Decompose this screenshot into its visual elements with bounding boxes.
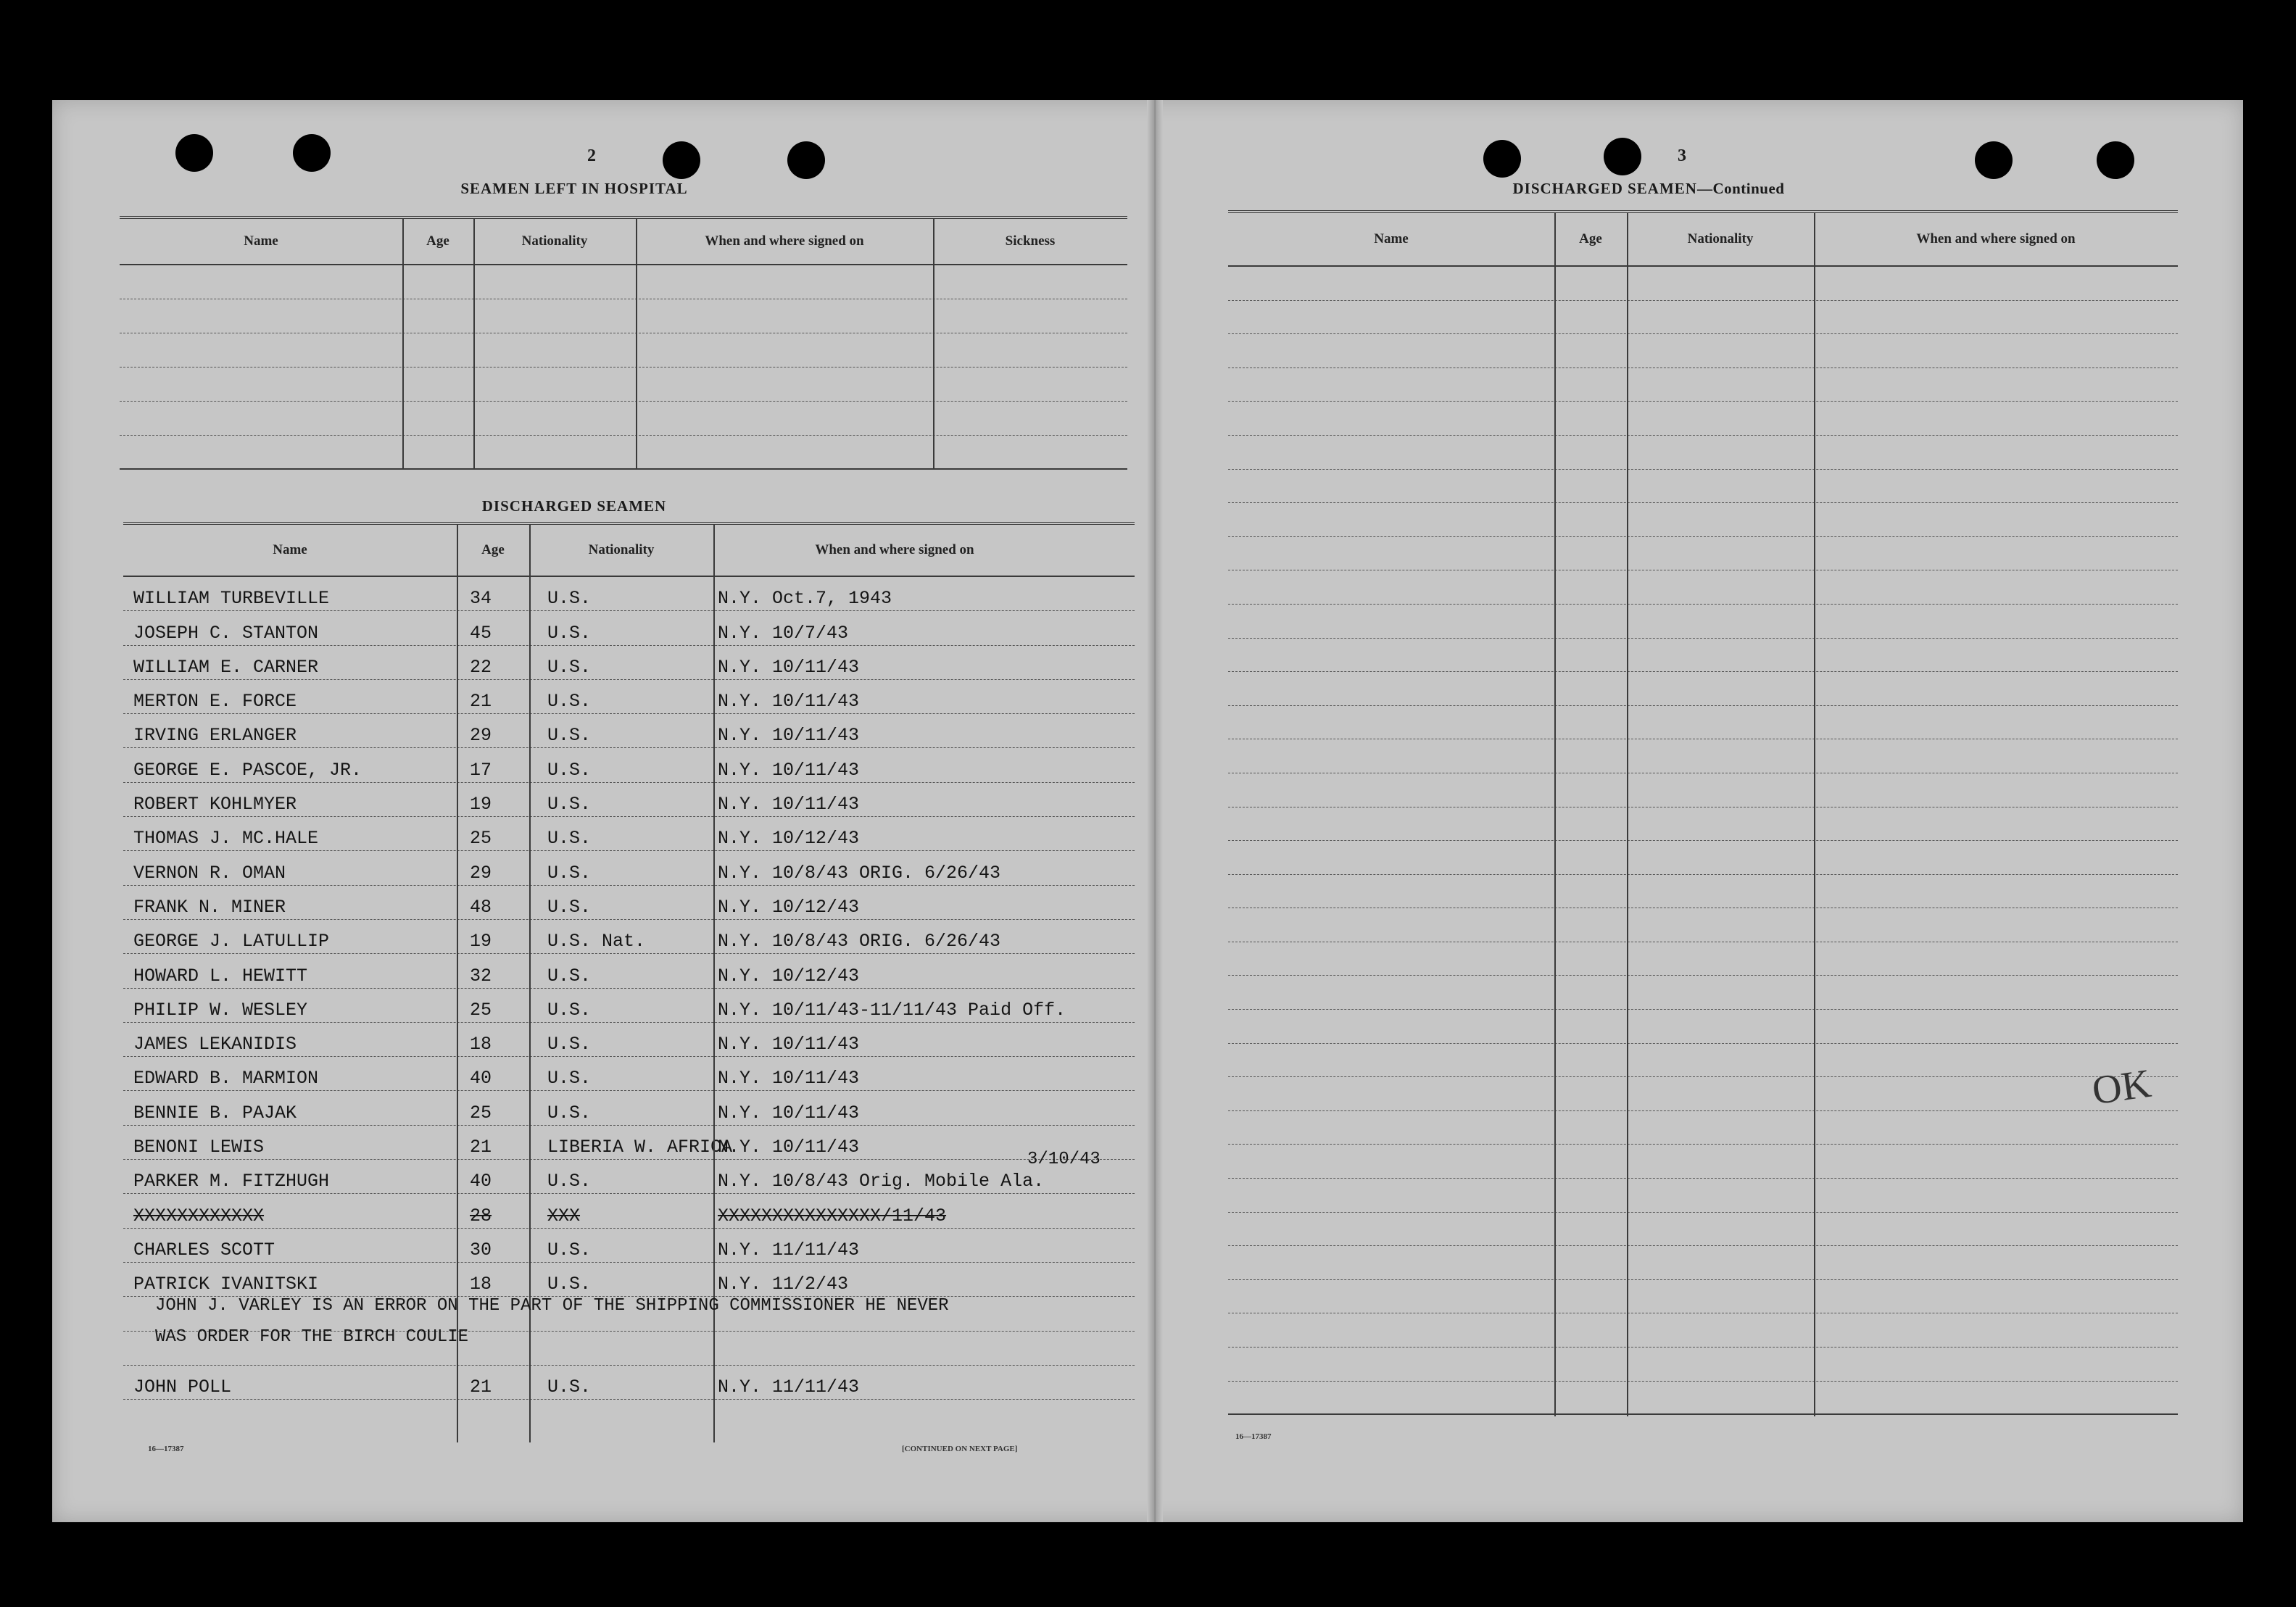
seaman-age: 25	[470, 999, 492, 1021]
table-row	[1228, 1179, 2178, 1213]
title-main: DISCHARGED SEAMEN	[1512, 180, 1697, 197]
table-row	[123, 989, 1135, 1023]
col-name: Name	[244, 233, 278, 249]
table-row	[1228, 875, 2178, 909]
fitzhugh-date-annotation: 3/10/43	[1027, 1150, 1101, 1169]
table-row	[1228, 1382, 2178, 1416]
seaman-nationality: U.S. Nat.	[547, 931, 646, 952]
seaman-signed-on: N.Y. 10/11/43	[718, 1137, 860, 1158]
seaman-name: WILLIAM TURBEVILLE	[133, 588, 330, 610]
margin-initials: OK	[2089, 1060, 2154, 1114]
table-row	[120, 333, 1127, 368]
table-row	[123, 611, 1135, 645]
seaman-signed-on: N.Y. 10/11/43-11/11/43 Paid Off.	[718, 999, 1066, 1021]
discharged-table	[123, 522, 1135, 1400]
seaman-age: 45	[470, 622, 492, 644]
col-signed-on: When and where signed on	[815, 542, 974, 557]
seaman-age: 25	[470, 828, 492, 850]
seaman-signed-on: N.Y. 11/2/43	[718, 1274, 849, 1295]
column-divider	[1554, 213, 1556, 1416]
table-row	[123, 954, 1135, 988]
table-row	[123, 1229, 1135, 1263]
seaman-nationality: U.S.	[547, 588, 592, 610]
table-row	[123, 817, 1135, 851]
seaman-signed-on: N.Y. 10/8/43 Orig. Mobile Ala.	[718, 1171, 1045, 1192]
table-row	[1228, 807, 2178, 842]
seaman-signed-on: N.Y. 10/12/43	[718, 828, 860, 850]
column-divider	[1814, 213, 1815, 1416]
seaman-name: CHARLES SCOTT	[133, 1239, 275, 1261]
seaman-name: MERTON E. FORCE	[133, 691, 297, 713]
discharged-section-title: DISCHARGED SEAMEN	[481, 497, 667, 515]
continued-rows	[1228, 267, 2178, 1415]
seaman-nationality: U.S.	[547, 999, 592, 1021]
seaman-name: FRANK N. MINER	[133, 896, 286, 918]
seaman-age: 32	[470, 965, 492, 987]
table-row	[123, 714, 1135, 748]
col-signed-on: When and where signed on	[705, 233, 864, 249]
seaman-age: 48	[470, 896, 492, 918]
varley-note-line: JOHN J. VARLEY IS AN ERROR ON THE PART OF THE SHIPPING COMMISSIONER HE NEVER	[155, 1296, 949, 1316]
seaman-nationality: U.S.	[547, 1102, 592, 1124]
table-row	[1228, 639, 2178, 673]
seaman-signed-on: N.Y. 10/11/43	[718, 794, 860, 815]
table-row	[1228, 976, 2178, 1010]
seaman-age: 21	[470, 1376, 492, 1398]
seaman-nationality: U.S.	[547, 862, 592, 884]
seaman-name: XXXXXXXXXXXX	[133, 1205, 265, 1226]
table-row	[123, 1194, 1135, 1228]
seaman-nationality: U.S.	[547, 622, 592, 644]
table-row	[123, 886, 1135, 920]
seaman-nationality: U.S.	[547, 1068, 592, 1089]
table-row	[1228, 470, 2178, 504]
table-row	[1228, 706, 2178, 740]
table-row	[1228, 1145, 2178, 1179]
seaman-name: PARKER M. FITZHUGH	[133, 1171, 330, 1192]
right-page	[1163, 100, 2243, 1522]
col-nationality: Nationality	[1687, 231, 1754, 246]
table-row	[1228, 1044, 2178, 1078]
seaman-name: THOMAS J. MC.HALE	[133, 828, 319, 850]
table-row	[1228, 1010, 2178, 1044]
seaman-nationality: U.S.	[547, 828, 592, 850]
discharged-continued-table	[1228, 210, 2178, 1415]
left-page	[52, 100, 1147, 1522]
seaman-age: 21	[470, 1137, 492, 1158]
seaman-name: PATRICK IVANITSKI	[133, 1274, 319, 1295]
table-row	[1228, 672, 2178, 706]
table-row	[1228, 605, 2178, 639]
hospital-table-header	[120, 219, 1127, 265]
table-row	[123, 1091, 1135, 1125]
seaman-signed-on: N.Y. 10/12/43	[718, 896, 860, 918]
table-row	[120, 368, 1127, 402]
discharged-continued-title	[1482, 180, 1815, 198]
seaman-age: 40	[470, 1068, 492, 1089]
seaman-name: GEORGE J. LATULLIP	[133, 931, 330, 952]
seaman-nationality: U.S.	[547, 1274, 592, 1295]
continued-notice: [CONTINUED ON NEXT PAGE]	[902, 1445, 1018, 1453]
col-name: Name	[273, 542, 307, 557]
column-divider	[1627, 213, 1628, 1416]
hospital-table	[120, 216, 1127, 470]
table-row	[123, 783, 1135, 817]
table-row	[123, 1263, 1135, 1297]
table-row	[123, 1057, 1135, 1091]
seaman-age: 34	[470, 588, 492, 610]
form-number: 16—17387	[148, 1445, 184, 1453]
table-row	[1228, 436, 2178, 470]
seaman-nationality: U.S.	[547, 896, 592, 918]
column-divider	[636, 219, 637, 470]
seaman-nationality: LIBERIA W. AFRICA	[547, 1137, 733, 1158]
seaman-nationality: U.S.	[547, 965, 592, 987]
seaman-signed-on: N.Y. 10/11/43	[718, 1102, 860, 1124]
seaman-signed-on: N.Y. 10/8/43 ORIG. 6/26/43	[718, 931, 1001, 952]
table-row	[1228, 908, 2178, 942]
seaman-nationality: U.S.	[547, 656, 592, 678]
seaman-signed-on: N.Y. 10/12/43	[718, 965, 860, 987]
col-nationality: Nationality	[588, 542, 655, 557]
table-row	[1228, 1213, 2178, 1247]
table-row	[123, 646, 1135, 680]
table-row	[1228, 773, 2178, 807]
table-row	[120, 402, 1127, 436]
column-divider	[402, 219, 404, 470]
table-row	[1228, 1313, 2178, 1348]
seaman-age: 18	[470, 1274, 492, 1295]
seaman-nationality: U.S.	[547, 1171, 592, 1192]
seaman-nationality: U.S.	[547, 794, 592, 815]
seaman-signed-on: N.Y. 10/11/43	[718, 1068, 860, 1089]
col-name: Name	[1374, 231, 1409, 246]
seaman-age: 19	[470, 794, 492, 815]
seaman-age: 40	[470, 1171, 492, 1192]
seaman-nationality: U.S.	[547, 725, 592, 747]
table-row	[123, 1160, 1135, 1194]
table-row	[123, 680, 1135, 714]
table-row	[1228, 537, 2178, 571]
column-divider	[473, 219, 475, 470]
col-age: Age	[481, 542, 505, 557]
table-row	[1228, 739, 2178, 773]
table-row	[1228, 1077, 2178, 1111]
table-row	[123, 1126, 1135, 1160]
seaman-signed-on: N.Y. 10/8/43 ORIG. 6/26/43	[718, 862, 1001, 884]
table-row	[120, 436, 1127, 470]
seaman-age: 17	[470, 759, 492, 781]
col-nationality: Nationality	[521, 233, 588, 249]
seaman-signed-on: N.Y. 10/11/43	[718, 1034, 860, 1055]
table-row	[123, 851, 1135, 885]
seaman-age: 25	[470, 1102, 492, 1124]
column-divider	[933, 219, 934, 470]
seaman-signed-on: N.Y. 10/11/43	[718, 725, 860, 747]
seaman-nationality: U.S.	[547, 1376, 592, 1398]
table-row	[120, 299, 1127, 333]
table-row	[120, 265, 1127, 299]
table-row	[123, 920, 1135, 954]
seaman-name: BENNIE B. PAJAK	[133, 1102, 297, 1124]
seaman-nationality: U.S.	[547, 759, 592, 781]
seaman-name: GEORGE E. PASCOE, JR.	[133, 759, 362, 781]
seaman-name: ROBERT KOHLMYER	[133, 794, 297, 815]
seaman-age: 29	[470, 725, 492, 747]
seaman-signed-on: N.Y. 10/11/43	[718, 759, 860, 781]
title-suffix: —Continued	[1696, 180, 1785, 197]
table-row	[1228, 402, 2178, 436]
seaman-signed-on: N.Y. 11/11/43	[718, 1239, 860, 1261]
col-age: Age	[1579, 231, 1602, 246]
seaman-signed-on: N.Y. 10/7/43	[718, 622, 849, 644]
seaman-name: EDWARD B. MARMION	[133, 1068, 319, 1089]
varley-note-line-2: WAS ORDER FOR THE BIRCH COULIE	[155, 1327, 469, 1347]
table-row	[1228, 841, 2178, 875]
page-number: 3	[1678, 146, 1686, 165]
page-number: 2	[587, 146, 596, 165]
hospital-rows	[120, 265, 1127, 470]
seaman-age: 28	[470, 1205, 492, 1226]
seaman-name: VERNON R. OMAN	[133, 862, 286, 884]
seaman-name: WILLIAM E. CARNER	[133, 656, 319, 678]
seaman-signed-on: N.Y. 10/11/43	[718, 691, 860, 713]
seaman-name: BENONI LEWIS	[133, 1137, 265, 1158]
table-row	[1228, 1246, 2178, 1280]
col-age: Age	[426, 233, 449, 249]
seaman-name: PHILIP W. WESLEY	[133, 999, 308, 1021]
discharged-table-header	[123, 525, 1135, 577]
table-row	[123, 1366, 1135, 1400]
continued-table-header	[1228, 213, 2178, 267]
seaman-name: JOHN POLL	[133, 1376, 232, 1398]
seaman-signed-on: N.Y. 10/11/43	[718, 656, 860, 678]
seaman-signed-on: N.Y. Oct.7, 1943	[718, 588, 892, 610]
seaman-name: JOSEPH C. STANTON	[133, 622, 319, 644]
table-row	[123, 748, 1135, 782]
seaman-age: 21	[470, 691, 492, 713]
seaman-name: HOWARD L. HEWITT	[133, 965, 308, 987]
table-row	[1228, 1280, 2178, 1314]
form-number: 16—17387	[1235, 1432, 1272, 1441]
hospital-section-title: SEAMEN LEFT IN HOSPITAL	[460, 180, 688, 197]
seaman-signed-on: XXXXXXXXXXXXXXX/11/43	[718, 1205, 947, 1226]
seaman-nationality: XXX	[547, 1205, 581, 1226]
seaman-nationality: U.S.	[547, 691, 592, 713]
seaman-signed-on: N.Y. 11/11/43	[718, 1376, 860, 1398]
seaman-age: 30	[470, 1239, 492, 1261]
discharged-rows	[123, 577, 1135, 1400]
table-row	[123, 577, 1135, 611]
table-row	[1228, 334, 2178, 368]
seaman-age: 29	[470, 862, 492, 884]
col-sickness: Sickness	[1005, 233, 1056, 249]
seaman-nationality: U.S.	[547, 1239, 592, 1261]
table-row	[1228, 570, 2178, 605]
table-row	[1228, 1348, 2178, 1382]
table-row	[1228, 942, 2178, 976]
seaman-age: 22	[470, 656, 492, 678]
seaman-age: 19	[470, 931, 492, 952]
document-sheet	[52, 100, 2243, 1522]
table-row	[1228, 267, 2178, 301]
table-row	[1228, 301, 2178, 335]
table-row	[123, 1023, 1135, 1057]
seaman-age: 18	[470, 1034, 492, 1055]
page-fold	[1147, 100, 1163, 1522]
seaman-name: JAMES LEKANIDIS	[133, 1034, 297, 1055]
seaman-nationality: U.S.	[547, 1034, 592, 1055]
table-row	[1228, 1111, 2178, 1145]
table-row	[1228, 503, 2178, 537]
col-signed-on: When and where signed on	[1916, 231, 2076, 246]
seaman-name: IRVING ERLANGER	[133, 725, 297, 747]
table-row	[1228, 368, 2178, 402]
